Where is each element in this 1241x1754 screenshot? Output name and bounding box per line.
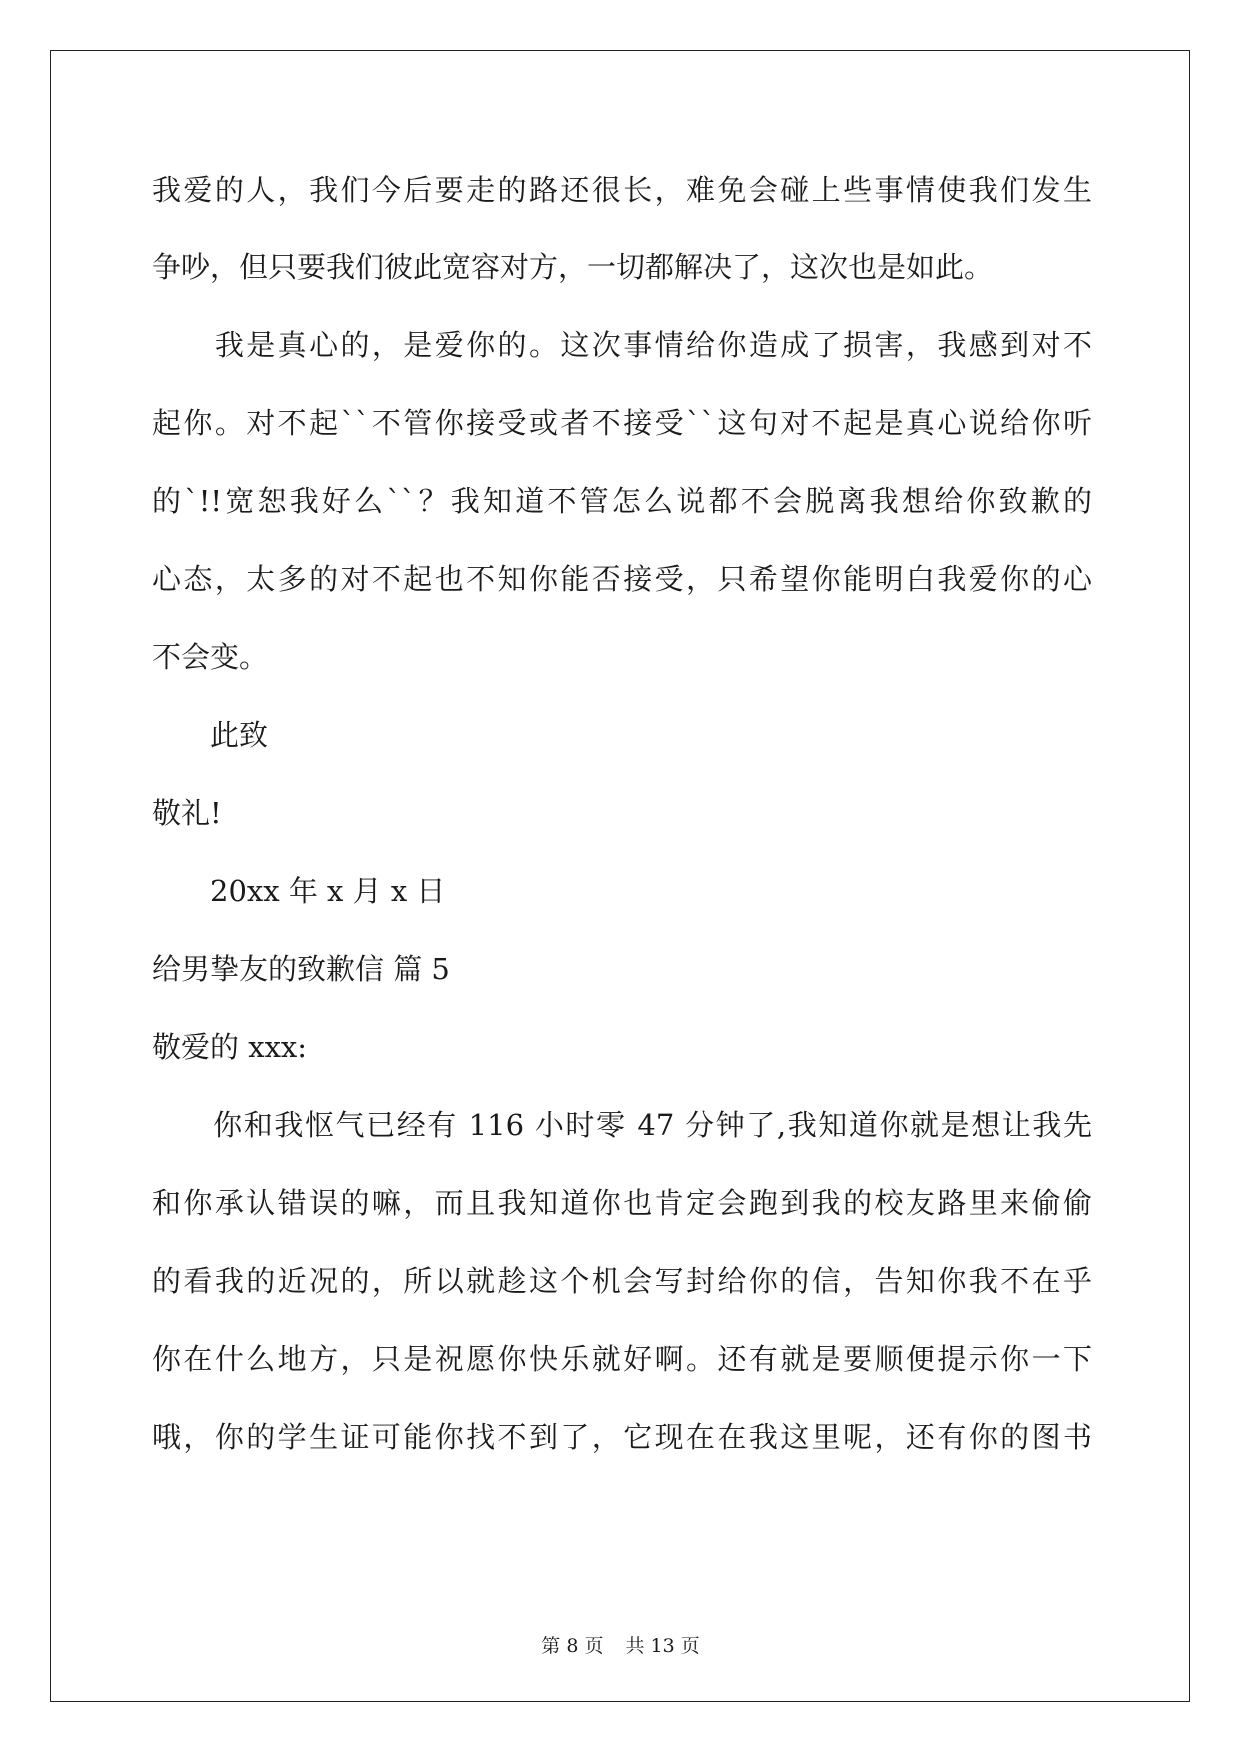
greeting-line: 敬爱的 xxx: <box>152 1030 308 1064</box>
text-line: 起你。对不起``不管你接受或者不接受``这句对不起是真心说给你听 <box>152 406 1092 440</box>
text-line: 争吵，但只要我们彼此宽容对方，一切都解决了，这次也是如此。 <box>152 250 994 284</box>
page-footer <box>0 1634 1241 1658</box>
text-line: 哦，你的学生证可能你找不到了，它现在在我这里呢，还有你的图书 <box>152 1420 1092 1454</box>
text-line: 你和我怄气已经有 116 小时零 47 分钟了,我知道你就是想让我先 <box>152 1108 1092 1142</box>
page-total: 共 13 页 <box>625 1635 700 1657</box>
text-line: 和你承认错误的嘛，而且我知道你也肯定会跑到我的校友路里来偷偷 <box>152 1186 1092 1220</box>
text-line: 我爱的人，我们今后要走的路还很长，难免会碰上些事情使我们发生 <box>152 173 1092 207</box>
salutation-line: 敬礼! <box>152 796 222 830</box>
date-line: 20xx 年 x 月 x 日 <box>152 874 446 908</box>
closing-line: 此致 <box>152 718 269 752</box>
text-line: 心态，太多的对不起也不知你能否接受，只希望你能明白我爱你的心 <box>152 562 1092 596</box>
text-line: 不会变。 <box>152 640 269 674</box>
text-line: 我是真心的，是爱你的。这次事情给你造成了损害，我感到对不 <box>152 328 1092 362</box>
text-line: 的`!!宽恕我好么``？我知道不管怎么说都不会脱离我想给你致歉的 <box>152 484 1092 518</box>
text-line: 的看我的近况的，所以就趁这个机会写封给你的信，告知你我不在乎 <box>152 1264 1092 1298</box>
section-heading: 给男挚友的致歉信 篇 5 <box>152 952 450 986</box>
text-line: 你在什么地方，只是祝愿你快乐就好啊。还有就是要顺便提示你一下 <box>152 1342 1092 1376</box>
page-number: 第 8 页 <box>541 1635 604 1657</box>
